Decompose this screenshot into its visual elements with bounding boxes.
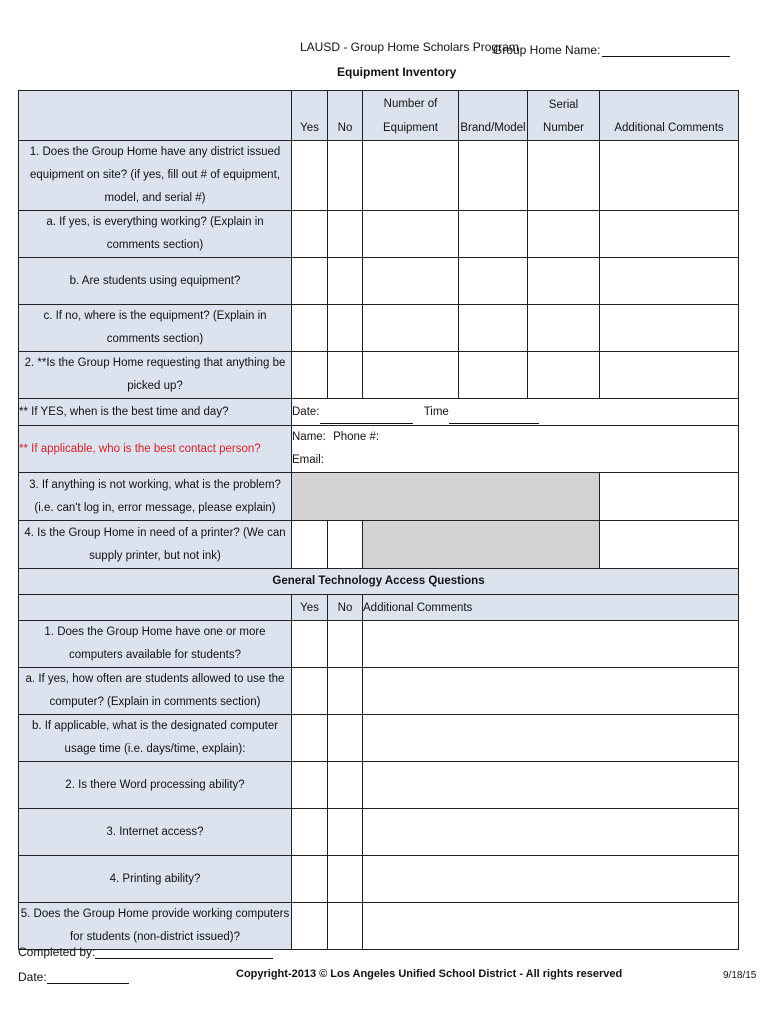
- table-row: [19, 258, 739, 305]
- yes-cell[interactable]: [292, 521, 328, 569]
- serial-cell[interactable]: [528, 258, 600, 305]
- revision-date: 9/18/15: [723, 970, 757, 981]
- serial-cell[interactable]: [528, 141, 600, 211]
- question-not-working-problem: 3. If anything is not working, what is the problem? (i.e. can't log in, error message, please explain): [19, 473, 292, 521]
- comments-cell[interactable]: [363, 762, 739, 809]
- yes-cell[interactable]: [292, 141, 328, 211]
- footer-date-input[interactable]: [47, 971, 129, 984]
- question-where-equipment: c. If no, where is the equipment? (Explain in comments section): [19, 305, 292, 352]
- question-best-time: ** If YES, when is the best time and day?: [19, 399, 292, 426]
- no-cell[interactable]: [328, 258, 363, 305]
- number-cell[interactable]: [363, 258, 459, 305]
- question-students-using: b. Are students using equipment?: [19, 258, 292, 305]
- yes-cell[interactable]: [292, 715, 328, 762]
- no-cell[interactable]: [328, 715, 363, 762]
- no-cell[interactable]: [328, 305, 363, 352]
- yes-cell[interactable]: [292, 258, 328, 305]
- serial-cell[interactable]: [528, 211, 600, 258]
- time-label: Time: [423, 405, 449, 418]
- comments-cell[interactable]: [600, 141, 739, 211]
- table-row: [19, 141, 739, 211]
- header-brand-model: Brand/Model: [459, 91, 528, 141]
- header-yes: Yes: [292, 91, 328, 141]
- header-row-2: [19, 595, 739, 621]
- table-row: [19, 668, 739, 715]
- yes-cell[interactable]: [292, 856, 328, 903]
- question-contact-person: ** If applicable, who is the best contact person?: [19, 426, 292, 473]
- header-number-of-equipment: Number of Equipment: [363, 91, 459, 141]
- comments-cell[interactable]: [363, 621, 739, 668]
- table-row: [19, 903, 739, 950]
- table-row: [19, 762, 739, 809]
- group-home-name-label: Group Home Name:: [493, 43, 601, 57]
- question-computers-available: 1. Does the Group Home have one or more computers available for students?: [19, 621, 292, 668]
- no-cell[interactable]: [328, 211, 363, 258]
- comments-cell[interactable]: [363, 668, 739, 715]
- name-label: Name:: [292, 431, 326, 443]
- header-blank-2: [19, 595, 292, 621]
- comments-cell[interactable]: [363, 715, 739, 762]
- table-row: [19, 426, 739, 473]
- number-cell[interactable]: [363, 211, 459, 258]
- table-row: [19, 521, 739, 569]
- completed-by-field: [18, 945, 273, 959]
- table-row: [19, 856, 739, 903]
- yes-cell[interactable]: [292, 762, 328, 809]
- pickup-date-input[interactable]: [320, 411, 413, 424]
- comments-cell[interactable]: [600, 473, 739, 521]
- comments-cell[interactable]: [363, 856, 739, 903]
- number-cell[interactable]: [363, 305, 459, 352]
- table-row: [19, 473, 739, 521]
- group-home-name-input[interactable]: [602, 44, 730, 57]
- printer-gray-area: [363, 521, 600, 569]
- table-row: [19, 621, 739, 668]
- question-internet-access: 3. Internet access?: [19, 809, 292, 856]
- no-cell[interactable]: [328, 621, 363, 668]
- comments-cell[interactable]: [363, 809, 739, 856]
- yes-cell[interactable]: [292, 809, 328, 856]
- yes-cell[interactable]: [292, 668, 328, 715]
- comments-cell[interactable]: [600, 211, 739, 258]
- completed-by-input[interactable]: [95, 946, 273, 959]
- date-field: [18, 970, 129, 984]
- email-label: Email:: [292, 454, 324, 466]
- pickup-date-time-field: [292, 399, 739, 426]
- copyright-notice: Copyright-2013 © Los Angeles Unified School District - All rights reserved: [236, 968, 623, 980]
- header-serial-number: Serial Number: [528, 91, 600, 141]
- number-cell[interactable]: [363, 352, 459, 399]
- equipment-inventory-table: [18, 90, 739, 950]
- no-cell[interactable]: [328, 521, 363, 569]
- question-word-processing: 2. Is there Word processing ability?: [19, 762, 292, 809]
- comments-cell[interactable]: [363, 903, 739, 950]
- header-additional-comments: Additional Comments: [600, 91, 739, 141]
- form-title: Equipment Inventory: [337, 65, 457, 79]
- header-no: No: [328, 91, 363, 141]
- yes-cell[interactable]: [292, 903, 328, 950]
- program-title: LAUSD - Group Home Scholars Program: [300, 40, 519, 54]
- contact-person-field: [292, 426, 739, 473]
- phone-label: Phone #:: [333, 431, 380, 443]
- no-cell[interactable]: [328, 856, 363, 903]
- brand-cell[interactable]: [459, 211, 528, 258]
- table-row: [19, 809, 739, 856]
- group-home-name-field: [493, 43, 730, 57]
- pickup-time-input[interactable]: [449, 411, 539, 424]
- comments-cell[interactable]: [600, 305, 739, 352]
- question-pickup-request: 2. **Is the Group Home requesting that anything be picked up?: [19, 352, 292, 399]
- no-cell[interactable]: [328, 903, 363, 950]
- header-no-2: No: [328, 595, 363, 621]
- comments-cell[interactable]: [600, 352, 739, 399]
- brand-cell[interactable]: [459, 352, 528, 399]
- no-cell[interactable]: [328, 352, 363, 399]
- date-label: Date:: [292, 405, 320, 418]
- yes-cell[interactable]: [292, 352, 328, 399]
- table-row: [19, 399, 739, 426]
- question-non-district-computers: 5. Does the Group Home provide working computers for students (non-district issued)?: [19, 903, 292, 950]
- problem-description-area[interactable]: [292, 473, 600, 521]
- header-row: [19, 91, 739, 141]
- header-additional-comments-2: Additional Comments: [363, 595, 739, 621]
- header-yes-2: Yes: [292, 595, 328, 621]
- section-title-tech-access: General Technology Access Questions: [19, 569, 739, 595]
- brand-cell[interactable]: [459, 258, 528, 305]
- serial-cell[interactable]: [528, 305, 600, 352]
- brand-cell[interactable]: [459, 141, 528, 211]
- question-everything-working: a. If yes, is everything working? (Explain in comments section): [19, 211, 292, 258]
- section-row: [19, 569, 739, 595]
- question-printing-ability: 4. Printing ability?: [19, 856, 292, 903]
- no-cell[interactable]: [328, 809, 363, 856]
- brand-cell[interactable]: [459, 305, 528, 352]
- question-how-often: a. If yes, how often are students allowed to use the computer? (Explain in comments section): [19, 668, 292, 715]
- question-usage-time: b. If applicable, what is the designated computer usage time (i.e. days/time, explain):: [19, 715, 292, 762]
- completed-by-label: Completed by:: [18, 945, 96, 959]
- footer-date-label: Date:: [18, 970, 47, 984]
- table-row: [19, 305, 739, 352]
- comments-cell[interactable]: [600, 258, 739, 305]
- no-cell[interactable]: [328, 668, 363, 715]
- number-cell[interactable]: [363, 141, 459, 211]
- no-cell[interactable]: [328, 141, 363, 211]
- question-need-printer: 4. Is the Group Home in need of a printer? (We can supply printer, but not ink): [19, 521, 292, 569]
- serial-cell[interactable]: [528, 352, 600, 399]
- table-row: [19, 352, 739, 399]
- table-row: [19, 715, 739, 762]
- yes-cell[interactable]: [292, 305, 328, 352]
- header-blank: [19, 91, 292, 141]
- question-district-equipment: 1. Does the Group Home have any district issued equipment on site? (if yes, fill out # of equipment, model, and serial #): [19, 141, 292, 211]
- table-row: [19, 211, 739, 258]
- yes-cell[interactable]: [292, 621, 328, 668]
- yes-cell[interactable]: [292, 211, 328, 258]
- comments-cell[interactable]: [600, 521, 739, 569]
- no-cell[interactable]: [328, 762, 363, 809]
